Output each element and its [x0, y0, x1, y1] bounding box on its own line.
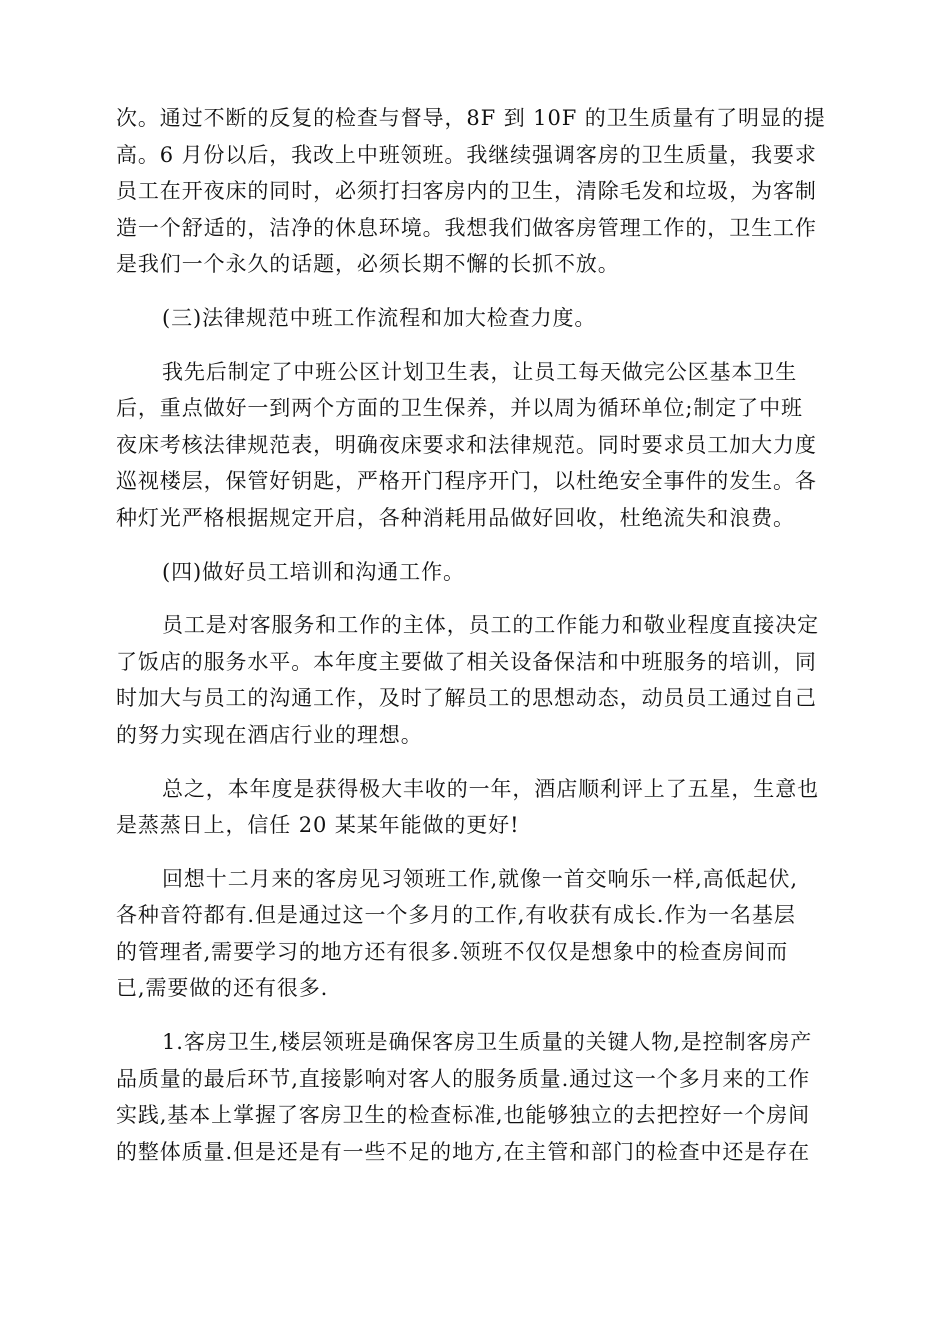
text-line: 回想十二月来的客房见习领班工作,就像一首交响乐一样,高低起伏,	[162, 866, 798, 891]
text-line: 时加大与员工的沟通工作，及时了解员工的思想动态，动员员工通过自己	[116, 686, 817, 711]
text-line: 员工在开夜床的同时，必须打扫客房内的卫生，清除毛发和垃圾，为客制	[116, 179, 817, 204]
text-line: 实践,基本上掌握了客房卫生的检查标准,也能够独立的去把控好一个房间	[116, 1103, 811, 1128]
text-line: (四)做好员工培训和沟通工作。	[162, 559, 465, 584]
text-line: 的管理者,需要学习的地方还有很多.领班不仅仅是想象中的检查房间而	[116, 939, 789, 964]
text-line: 种灯光严格根据规定开启，各种消耗用品做好回收，杜绝流失和浪费。	[116, 505, 795, 530]
text-line: 品质量的最后环节,直接影响对客人的服务质量.通过这一个多月来的工作	[116, 1066, 811, 1091]
text-line: 高。6 月份以后，我改上中班领班。我继续强调客房的卫生质量，我要求	[116, 142, 817, 167]
text-line: 各种音符都有.但是通过这一个多月的工作,有收获有成长.作为一名基层	[116, 903, 796, 928]
text-line: 后，重点做好一到两个方面的卫生保养，并以周为循环单位;制定了中班	[116, 396, 803, 421]
text-line: 总之，本年度是获得极大丰收的一年，酒店顺利评上了五星，生意也	[162, 776, 819, 801]
section-heading-3	[116, 300, 836, 337]
paragraph-7	[116, 861, 836, 1007]
text-line: 我先后制定了中班公区计划卫生表，让员工每天做完公区基本卫生	[162, 359, 798, 384]
text-line: 造一个舒适的，洁净的休息环境。我想我们做客房管理工作的，卫生工作	[116, 215, 817, 240]
document-page	[116, 100, 836, 1187]
section-heading-4	[116, 554, 836, 591]
text-line: 员工是对客服务和工作的主体，员工的工作能力和敬业程度直接决定	[162, 613, 819, 638]
text-line: 巡视楼层，保管好钥匙，严格开门程序开门，以杜绝安全事件的发生。各	[116, 469, 817, 494]
text-line: 已,需要做的还有很多.	[116, 976, 329, 1001]
paragraph-3	[116, 354, 836, 537]
paragraph-8	[116, 1024, 836, 1170]
text-line: 1.客房卫生,楼层领班是确保客房卫生质量的关键人物,是控制客房产	[162, 1030, 813, 1055]
text-line: 次。通过不断的反复的检查与督导，8F 到 10F 的卫生质量有了明显的提	[116, 106, 826, 130]
text-line: 是蒸蒸日上，信任 20 某某年能做的更好!	[116, 813, 520, 838]
text-line: 是我们一个永久的话题，必须长期不懈的长抓不放。	[116, 252, 620, 277]
text-line: (三)法律规范中班工作流程和加大检查力度。	[162, 305, 597, 330]
paragraph-1	[116, 100, 836, 283]
text-line: 的整体质量.但是还是有一些不足的地方,在主管和部门的检查中还是存在	[116, 1139, 811, 1164]
text-line: 了饭店的服务水平。本年度主要做了相关设备保洁和中班服务的培训，同	[116, 649, 817, 674]
text-line: 的努力实现在酒店行业的理想。	[116, 722, 423, 747]
paragraph-6	[116, 771, 836, 844]
paragraph-5	[116, 607, 836, 753]
text-line: 夜床考核法律规范表，明确夜床要求和法律规范。同时要求员工加大力度	[116, 432, 817, 457]
